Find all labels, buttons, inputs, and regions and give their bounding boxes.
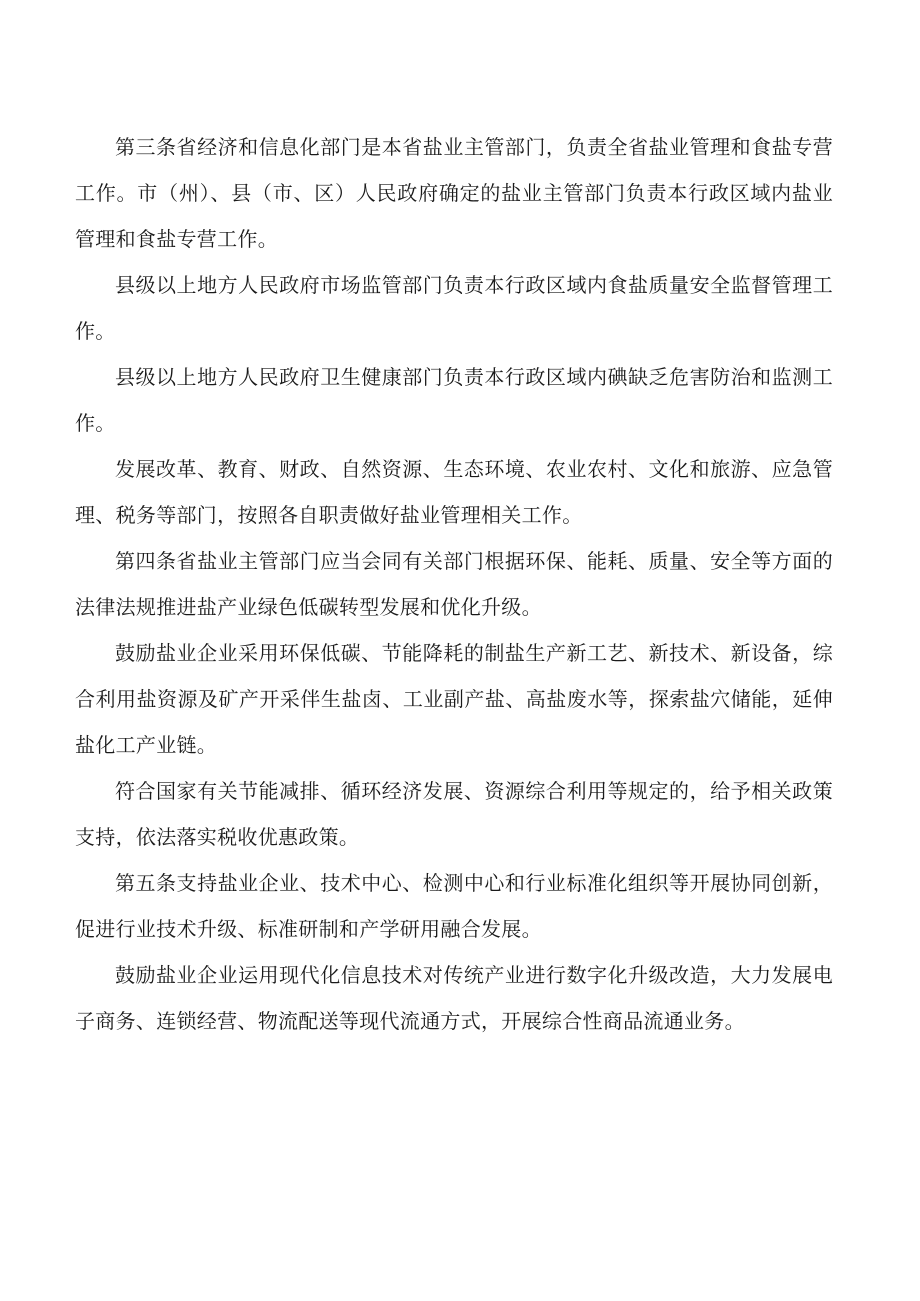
health-department-paragraph: 县级以上地方人民政府卫生健康部门负责本行政区域内碘缺乏危害防治和监测工作。 xyxy=(75,365,833,435)
article-3-paragraph: 第三条省经济和信息化部门是本省盐业主管部门，负责全省盐业管理和食盐专营工作。市（州）、县（市、区）人民政府确定的盐业主管部门负责本行政区域内盐业管理和食盐专营工作。 xyxy=(75,135,833,251)
encourage-green-production-paragraph: 鼓励盐业企业采用环保低碳、节能降耗的制盐生产新工艺、新技术、新设备，综合利用盐资源及矿产开采伴生盐卤、工业副产盐、高盐废水等，探索盐穴储能，延伸盐化工产业链。 xyxy=(75,641,833,757)
policy-support-paragraph: 符合国家有关节能减排、循环经济发展、资源综合利用等规定的，给予相关政策支持，依法落实税收优惠政策。 xyxy=(75,779,833,849)
article-5-paragraph: 第五条支持盐业企业、技术中心、检测中心和行业标准化组织等开展协同创新，促进行业技术升级、标准研制和产学研用融合发展。 xyxy=(75,871,833,941)
market-supervision-paragraph: 县级以上地方人民政府市场监管部门负责本行政区域内食盐质量安全监督管理工作。 xyxy=(75,273,833,343)
document-body xyxy=(75,124,833,1044)
other-departments-paragraph: 发展改革、教育、财政、自然资源、生态环境、农业农村、文化和旅游、应急管理、税务等部门，按照各自职责做好盐业管理相关工作。 xyxy=(75,457,833,527)
digital-upgrade-paragraph: 鼓励盐业企业运用现代化信息技术对传统产业进行数字化升级改造，大力发展电子商务、连锁经营、物流配送等现代流通方式，开展综合性商品流通业务。 xyxy=(75,963,833,1033)
article-4-paragraph: 第四条省盐业主管部门应当会同有关部门根据环保、能耗、质量、安全等方面的法律法规推进盐产业绿色低碳转型发展和优化升级。 xyxy=(75,549,833,619)
